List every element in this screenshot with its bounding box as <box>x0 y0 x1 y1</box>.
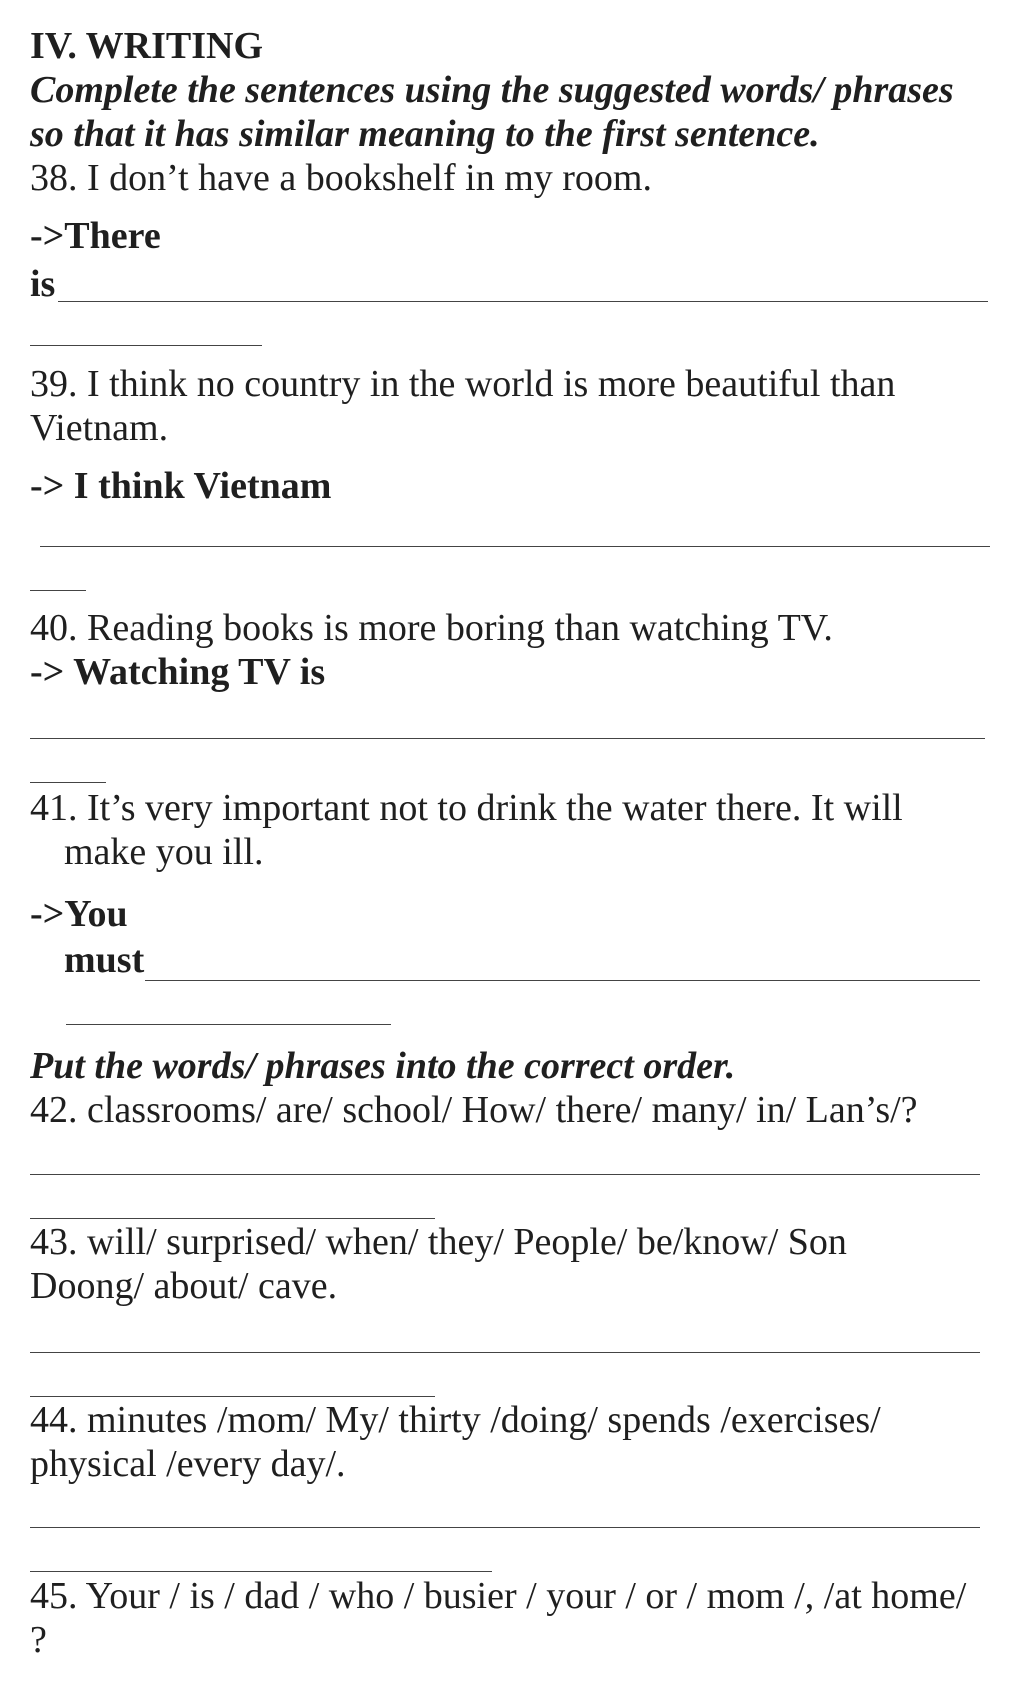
instruction-line-1: Complete the sentences using the suggested words/ phrases <box>30 69 954 111</box>
q38-answer-line-2[interactable] <box>30 345 262 346</box>
q40-prompt: 40. Reading books is more boring than watching TV. <box>30 607 833 649</box>
q41-cue-2: must <box>64 939 145 981</box>
q45-prompt-1: 45. Your / is / dad / who / busier / your / or / mom /, /at home/ <box>30 1575 967 1617</box>
q41-answer-line-2[interactable] <box>66 1024 391 1025</box>
q38-cue-2: is <box>30 263 56 305</box>
q41-prompt-2: make you ill. <box>64 831 264 873</box>
q41-prompt-1: 41. It’s very important not to drink the water there. It will <box>30 787 903 829</box>
q38-answer-line-1[interactable] <box>58 301 988 302</box>
q41-answer-line-1[interactable] <box>145 980 980 981</box>
q39-cue: -> I think Vietnam <box>30 465 332 507</box>
q39-prompt-1: 39. I think no country in the world is more beautiful than <box>30 363 896 405</box>
q43-answer-line-1[interactable] <box>30 1352 980 1353</box>
q44-prompt-1: 44. minutes /mom/ My/ thirty /doing/ spends /exercises/ <box>30 1399 881 1441</box>
q39-prompt-2: Vietnam. <box>30 407 169 449</box>
q44-answer-line-1[interactable] <box>30 1527 980 1528</box>
q39-answer-line-2[interactable] <box>30 590 86 591</box>
q38-cue-1: ->There <box>30 215 161 257</box>
q43-answer-line-2[interactable] <box>30 1396 435 1397</box>
q42-prompt: 42. classrooms/ are/ school/ How/ there/ many/ in/ Lan’s/? <box>30 1089 918 1131</box>
section-title: IV. WRITING <box>30 25 264 67</box>
q43-prompt-2: Doong/ about/ cave. <box>30 1265 338 1307</box>
q40-answer-line-2[interactable] <box>30 782 106 783</box>
q43-prompt-1: 43. will/ surprised/ when/ they/ People/ be/know/ Son <box>30 1221 847 1263</box>
q39-answer-line-1[interactable] <box>40 546 990 547</box>
q40-answer-line-1[interactable] <box>30 738 985 739</box>
q41-cue-1: ->You <box>30 893 128 935</box>
q40-cue: -> Watching TV is <box>30 651 326 693</box>
q45-prompt-2: ? <box>30 1619 47 1661</box>
q38-prompt: 38. I don’t have a bookshelf in my room. <box>30 157 652 199</box>
q42-answer-line-1[interactable] <box>30 1174 980 1175</box>
instruction-line-2: so that it has similar meaning to the first sentence. <box>30 113 820 155</box>
q42-answer-line-2[interactable] <box>30 1218 435 1219</box>
instruction-reorder: Put the words/ phrases into the correct order. <box>30 1045 736 1087</box>
q44-prompt-2: physical /every day/. <box>30 1443 346 1485</box>
q44-answer-line-2[interactable] <box>30 1571 492 1572</box>
